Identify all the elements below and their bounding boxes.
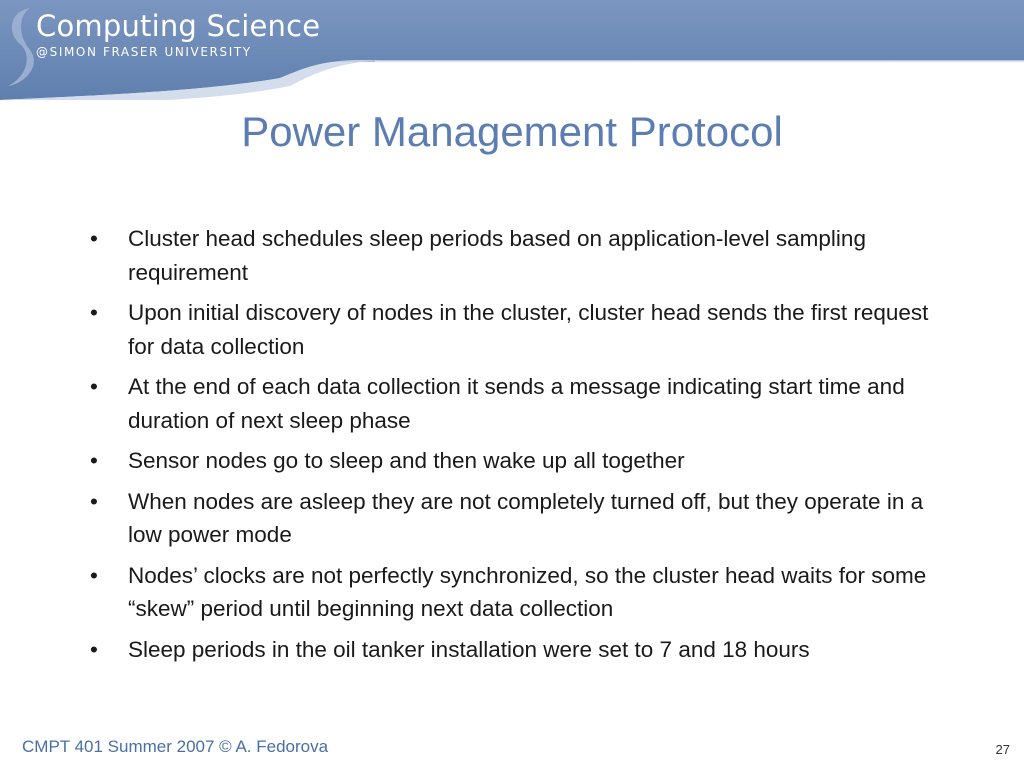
bullet-marker: • xyxy=(90,636,98,662)
bullet-marker: • xyxy=(90,488,98,514)
footer-text: CMPT 401 Summer 2007 © A. Fedorova xyxy=(22,737,329,756)
bullet-text: When nodes are asleep they are not completely turned off, but they operate in a low power mode xyxy=(128,488,924,547)
list-item xyxy=(88,444,948,478)
bullet-marker: • xyxy=(90,226,98,251)
bullet-marker: • xyxy=(90,300,98,325)
bullet-text: Cluster head schedules sleep periods based on application-level sampling requirement xyxy=(128,226,866,285)
bullet-text: Upon initial discovery of nodes in the cluster, cluster head sends the first request for data collection xyxy=(128,300,929,359)
list-item xyxy=(88,370,948,437)
bullet-marker: • xyxy=(90,562,98,588)
header-banner xyxy=(0,0,1024,100)
bullet-text: At the end of each data collection it sends a message indicating start time and duration of next sleep phase xyxy=(128,374,905,433)
brand xyxy=(36,8,320,60)
list-item xyxy=(88,633,948,667)
bullet-marker: • xyxy=(90,448,98,473)
brand-subtitle: @SIMON FRASER UNIVERSITY xyxy=(36,45,252,59)
bullet-text: Sensor nodes go to sleep and then wake up all together xyxy=(128,448,685,473)
list-item xyxy=(88,296,948,363)
bullet-list xyxy=(88,222,948,673)
list-item xyxy=(88,559,948,626)
list-item xyxy=(88,222,948,289)
slide-title: Power Management Protocol xyxy=(241,108,783,155)
page-number: 27 xyxy=(995,742,1010,757)
bullet-marker: • xyxy=(90,374,98,399)
bullet-text: Nodes’ clocks are not perfectly synchronized, so the cluster head waits for some “skew” period until beginning next data collection xyxy=(128,562,927,621)
bullet-text: Sleep periods in the oil tanker installation were set to 7 and 18 hours xyxy=(128,636,810,662)
list-item xyxy=(88,485,948,552)
brand-title: Computing Science xyxy=(36,9,321,43)
